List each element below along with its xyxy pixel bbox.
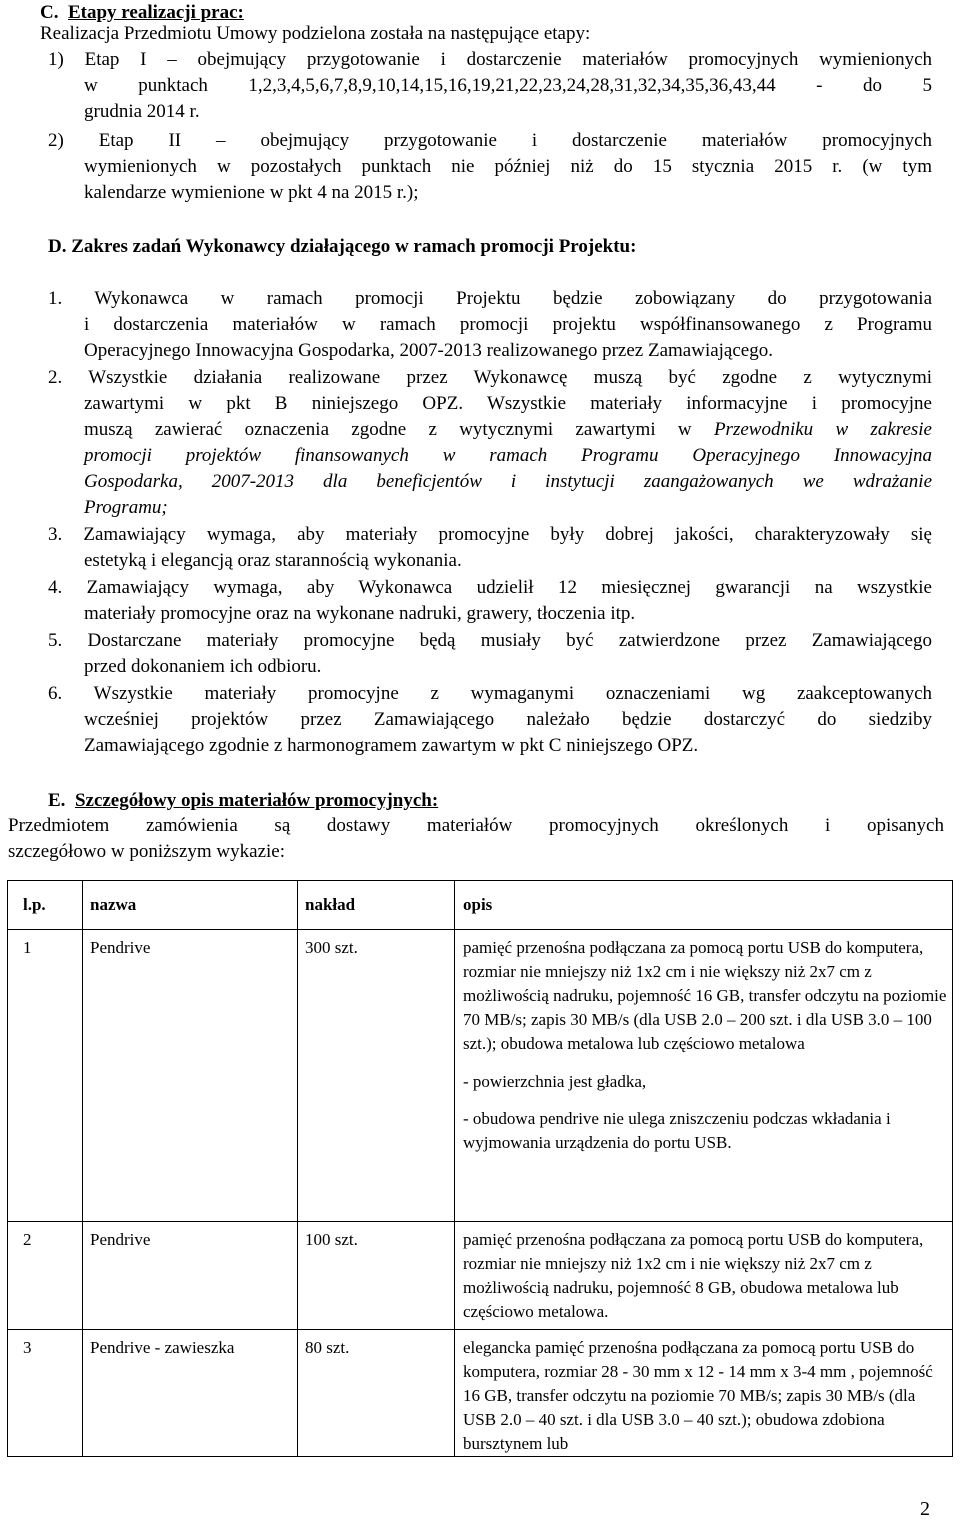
section-d-p1-line1: 1. Wykonawca w ramach promocji Projektu będzie zobowiązany do przygotowania	[48, 288, 932, 309]
row1-opis	[455, 930, 953, 1222]
table-row	[8, 1222, 953, 1330]
section-c-letter: C.	[40, 2, 59, 23]
table-header-row	[8, 881, 953, 930]
section-d-p2-line1: 2. Wszystkie działania realizowane przez Wykonawcę muszą być zgodne z wytycznymi	[48, 367, 932, 388]
page-number: 2	[920, 1498, 930, 1520]
section-d-letter: D.	[48, 236, 67, 257]
section-c-item2-line2: wymienionych w pozostałych punktach nie później niż do 15 stycznia 2015 r. (w tym	[84, 156, 932, 177]
section-c-item1-line2: w punktach 1,2,3,4,5,6,7,8,9,10,14,15,16,19,21,22,23,24,28,31,32,34,35,36,43,44 - do 5	[84, 75, 932, 96]
row1-opis-extra1: - powierzchnia jest gładka,	[463, 1072, 647, 1091]
section-d-p6-line1: 6. Wszystkie materiały promocyjne z wymaganymi oznaczeniami wg zaakceptowanych	[48, 683, 932, 704]
section-d-p4-line2: materiały promocyjne oraz na wykonane nadruki, grawery, tłoczenia itp.	[84, 603, 636, 624]
row3-naklad: 80 szt.	[298, 1330, 455, 1457]
row3-opis-main: elegancka pamięć przenośna podłączana za pomocą portu USB do komputera, rozmiar 28 - 30 mm x 12 - 14 mm x 3-4 mm , pojemność 16 GB, transfer odczytu na poziomie 70 MB/s; zapis 30 MB/s (dla USB 2.0 – 40 szt. i dla USB 3.0 – 40 szt.); obudowa zdobiona bursztynem lub	[463, 1338, 933, 1453]
row3-lp: 3	[8, 1330, 83, 1457]
section-e-heading	[48, 788, 438, 814]
section-d-p4-line1: 4. Zamawiający wymaga, aby Wykonawca udzielił 12 miesięcznej gwarancji na wszystkie	[48, 577, 932, 598]
section-d-p2-line3b: Przewodniku w zakresie	[713, 419, 932, 440]
row1-nazwa: Pendrive	[83, 930, 298, 1222]
row1-opis-main: pamięć przenośna podłączana za pomocą portu USB do komputera, rozmiar nie mniejszy niż 1x2 cm i nie większy niż 2x7 cm z możliwością nadruku, pojemność 16 GB, transfer odczytu na poziomie 70 MB/s; zapis 30 MB/s (dla USB 2.0 – 200 szt. i dla USB 3.0 – 100 szt.); obudowa metalowa lub częściowo metalowa	[463, 938, 947, 1053]
section-d-heading	[48, 234, 636, 260]
section-d-title: Zakres zadań Wykonawcy działającego w ramach promocji Projektu:	[71, 236, 637, 257]
header-nazwa: nazwa	[83, 881, 298, 930]
section-c-item2-line3: kalendarze wymienione w pkt 4 na 2015 r.);	[84, 182, 419, 203]
section-d-p6-line3: Zamawiającego zgodnie z harmonogramem zawartym w pkt C niniejszego OPZ.	[84, 735, 699, 756]
section-d-p5-line2: przed dokonaniem ich odbioru.	[84, 656, 322, 677]
section-d-p2-line5: Gospodarka, 2007-2013 dla beneficjentów i instytucji zaangażowanych we wdrażanie	[84, 471, 932, 492]
table-row	[8, 1330, 953, 1457]
section-d-p1-line2: i dostarczenia materiałów w ramach promocji projektu współfinansowanego z Programu	[84, 314, 932, 335]
section-d-p3-line1: 3. Zamawiający wymaga, aby materiały promocyjne były dobrej jakości, charakteryzowały się	[48, 524, 932, 545]
row1-opis-extra2: - obudowa pendrive nie ulega zniszczeniu podczas wkładania i wyjmowania urządzenia do portu USB.	[463, 1109, 891, 1152]
section-d-p1-line3: Operacyjnego Innowacyjna Gospodarka, 2007-2013 realizowanego przez Zamawiającego.	[84, 340, 773, 361]
section-e-intro-line2: szczegółowo w poniższym wykazie:	[8, 841, 285, 862]
header-opis: opis	[455, 881, 953, 930]
row3-opis	[455, 1330, 953, 1457]
header-naklad: nakład	[298, 881, 455, 930]
section-d-p5-line1: 5. Dostarczane materiały promocyjne będą musiały być zatwierdzone przez Zamawiającego	[48, 630, 932, 651]
section-e-intro-line1: Przedmiotem zamówienia są dostawy materiałów promocyjnych określonych i opisanych	[8, 815, 944, 836]
section-c-intro: Realizacja Przedmiotu Umowy podzielona została na następujące etapy:	[40, 23, 591, 44]
materials-table	[7, 880, 953, 1457]
row1-lp: 1	[8, 930, 83, 1222]
section-e-letter: E.	[48, 790, 66, 811]
section-d-p2-line4: promocji projektów finansowanych w ramach Programu Operacyjnego Innowacyjna	[84, 445, 932, 466]
section-d-p6-line2: wcześniej projektów przez Zamawiającego należało będzie dostarczyć do siedziby	[84, 709, 932, 730]
row2-opis-main: pamięć przenośna podłączana za pomocą portu USB do komputera, rozmiar nie mniejszy niż 1x2 cm i nie większy niż 2x7 cm z możliwością nadruku, pojemność 8 GB, obudowa metalowa lub częściowo metalowa.	[463, 1230, 924, 1321]
header-lp: l.p.	[8, 881, 83, 930]
section-c-title: Etapy realizacji prac:	[67, 2, 244, 23]
section-d-p2-line3	[84, 417, 932, 443]
section-d-p3-line2: estetyką i elegancją oraz starannością wykonania.	[84, 550, 462, 571]
row1-naklad: 300 szt.	[298, 930, 455, 1222]
section-e-title: Szczegółowy opis materiałów promocyjnych:	[74, 790, 439, 811]
section-d-p2-line2: zawartymi w pkt B niniejszego OPZ. Wszystkie materiały informacyjne i promocyjne	[84, 393, 932, 414]
row2-lp: 2	[8, 1222, 83, 1330]
section-d-p2-line3a: muszą zawierać oznaczenia zgodne z wytycznymi zawartymi w	[84, 419, 714, 440]
section-c-item1-line3: grudnia 2014 r.	[84, 101, 200, 122]
row3-nazwa: Pendrive - zawieszka	[83, 1330, 298, 1457]
section-d-p2-line6: Programu;	[84, 497, 168, 518]
section-c-item1-line1: 1) Etap I – obejmujący przygotowanie i dostarczenie materiałów promocyjnych wymienionych	[48, 49, 932, 70]
row2-naklad: 100 szt.	[298, 1222, 455, 1330]
row2-nazwa: Pendrive	[83, 1222, 298, 1330]
section-c-item2-line1: 2) Etap II – obejmujący przygotowanie i dostarczenie materiałów promocyjnych	[48, 130, 932, 151]
row2-opis	[455, 1222, 953, 1330]
table-row	[8, 930, 953, 1222]
